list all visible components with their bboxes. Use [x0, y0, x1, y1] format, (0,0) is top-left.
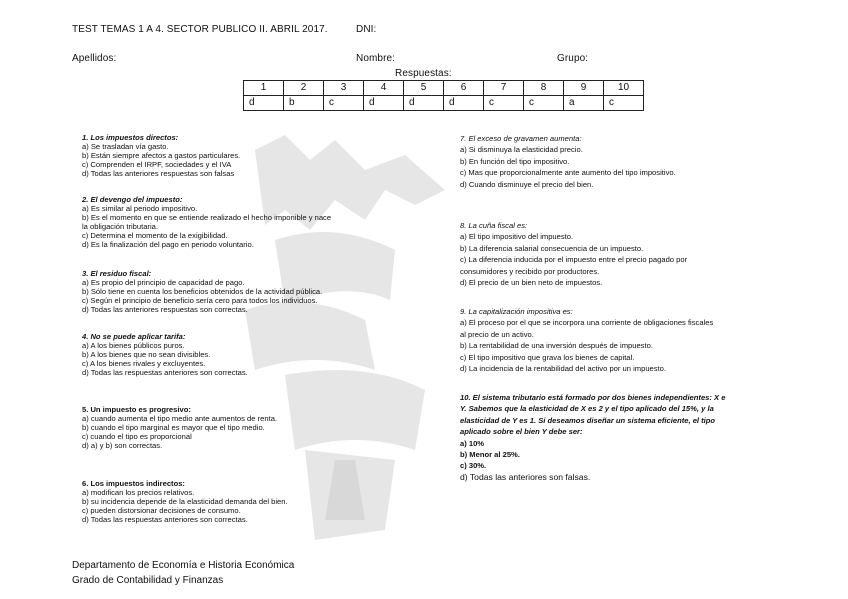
option: c) pueden distorsionar decisiones de consumo.: [82, 506, 241, 515]
dni-label: DNI:: [356, 24, 377, 35]
option: d) Todas las anteriores respuestas son falsas: [82, 169, 235, 178]
option: a) El proceso por el que se incorpora una corriente de obligaciones fiscales: [460, 318, 714, 328]
option: c) A los bienes rivales y excluyentes.: [82, 359, 206, 368]
answer-number: 5: [404, 81, 444, 96]
respuestas-label: Respuestas:: [395, 68, 452, 79]
question-10: [460, 392, 725, 483]
option: b) su incidencia depende de la elasticidad demanda del bien.: [82, 497, 288, 506]
option: a) 10%: [460, 438, 485, 448]
option: d) a) y b) son correctas.: [82, 441, 163, 450]
option: c) Mas que proporcionalmente ante aumento del tipo impositivo.: [460, 168, 676, 178]
question-title: 3. El residuo fiscal:: [82, 269, 152, 278]
question-9: [460, 306, 713, 374]
option: a) Se trasladan vía gasto.: [82, 142, 169, 151]
apellidos-label: Apellidos:: [72, 53, 117, 64]
option: a) Es similar al periodo impositivo.: [82, 204, 198, 213]
question-title: 6. Los impuestos indirectos:: [82, 479, 185, 488]
question-7: [460, 133, 676, 190]
option: b) En función del tipo impositivo.: [460, 156, 570, 166]
question-6: [82, 479, 288, 524]
option: c) Según el principio de beneficio sería cero para todos los individuos.: [82, 296, 318, 305]
answer-value: d: [404, 96, 444, 111]
option: consumidores y recibido por productores.: [460, 266, 600, 276]
question-title: 4. No se puede aplicar tarifa:: [82, 332, 186, 341]
nombre-label: Nombre:: [356, 53, 396, 64]
question-1: [82, 133, 240, 178]
question-8: [460, 220, 687, 288]
answers-number-row: [244, 81, 644, 96]
option: b) La rentabilidad de una inversión después de impuesto.: [460, 341, 653, 351]
answers-table: [243, 80, 644, 111]
question-2: [82, 195, 331, 249]
option: b) Están siempre afectos a gastos particulares.: [82, 151, 241, 160]
footer: [72, 558, 294, 588]
answer-value: d: [244, 96, 284, 111]
option: c) Comprenden el IRPF, sociedades y el IVA: [82, 160, 232, 169]
answer-value: c: [604, 96, 644, 111]
question-title: 2. El devengo del impuesto:: [82, 195, 183, 204]
option: c) Determina el momento de la exigibilidad.: [82, 231, 228, 240]
option: b) Es el momento en que se entiende realizado el hecho imponible y nace: [82, 213, 332, 222]
option: al precio de un activo.: [460, 329, 534, 339]
question-5: [82, 405, 277, 450]
footer-department: Departamento de Economía e Historia Económica: [72, 560, 295, 571]
question-title: 8. La cuña fiscal es:: [460, 221, 528, 230]
answer-number: 7: [484, 81, 524, 96]
question-title: 7. El exceso de gravamen aumenta:: [460, 134, 582, 143]
option: d) Todas las anteriores respuestas son correctas.: [82, 305, 248, 314]
option: d) Cuando disminuye el precio del bien.: [460, 179, 594, 189]
answer-value: c: [324, 96, 364, 111]
grupo-label: Grupo:: [557, 53, 589, 64]
answer-number: 3: [324, 81, 364, 96]
answer-number: 2: [284, 81, 324, 96]
test-title: TEST TEMAS 1 A 4. SECTOR PUBLICO II. ABRIL 2017.: [72, 24, 328, 35]
answer-number: 1: [244, 81, 284, 96]
option: a) A los bienes públicos puros.: [82, 341, 185, 350]
option: b) A los bienes que no sean divisibles.: [82, 350, 211, 359]
option: b) Menor al 25%.: [460, 450, 520, 460]
answer-value: c: [484, 96, 524, 111]
option: d) La incidencia de la rentabilidad del activo por un impuesto.: [460, 364, 667, 374]
answer-value: d: [364, 96, 404, 111]
answer-number: 8: [524, 81, 564, 96]
question-3: [82, 269, 322, 314]
option: c) El tipo impositivo que grava los bienes de capital.: [460, 352, 635, 362]
option: d) Todas las respuestas anteriores son correctas.: [82, 368, 248, 377]
question-title: 1. Los impuestos directos:: [82, 133, 179, 142]
answer-number: 6: [444, 81, 484, 96]
answer-value: c: [524, 96, 564, 111]
option: a) cuando aumenta el tipo medio ante aumentos de renta.: [82, 414, 278, 423]
option: c) 30%.: [460, 461, 487, 471]
option: b) La diferencia salarial consecuencia de un impuesto.: [460, 243, 644, 253]
option: d) Todas las respuestas anteriores son correctas.: [82, 515, 248, 524]
question-title-line: 10. El sistema tributario está formado por dos bienes independientes: X e: [460, 393, 726, 402]
option: a) modifican los precios relativos.: [82, 488, 195, 497]
option: b) Sólo tiene en cuenta los beneficios obtenidos de la actividad pública.: [82, 287, 323, 296]
answer-value: d: [444, 96, 484, 111]
answer-number: 9: [564, 81, 604, 96]
answer-number: 10: [604, 81, 644, 96]
option: b) cuando el tipo marginal es mayor que el tipo medio.: [82, 423, 265, 432]
answer-value: b: [284, 96, 324, 111]
option: c) La diferencia inducida por el impuesto entre el precio pagado por: [460, 255, 688, 265]
question-title-line: aplicado sobre el bien Y debe ser:: [460, 427, 583, 437]
option: d) Es la finalización del pago en periodo voluntario.: [82, 240, 254, 249]
option: d) El precio de un bien neto de impuestos.: [460, 278, 603, 288]
option: c) cuando el tipo es proporcional: [82, 432, 192, 441]
question-title: 9. La capitalización impositiva es:: [460, 307, 573, 316]
option: a) El tipo impositivo del impuesto.: [460, 232, 574, 242]
answers-value-row: [244, 96, 644, 111]
option: la obligación tributaria.: [82, 222, 158, 231]
option: d) Todas las anteriores son falsas.: [460, 471, 591, 482]
answer-value: a: [564, 96, 604, 111]
question-title-line: elasticidad de Y es 1. Si deseamos diseñar un sistema eficiente, el tipo: [460, 415, 716, 425]
footer-degree: Grado de Contabilidad y Finanzas: [72, 575, 224, 586]
option: a) Si disminuya la elasticidad precio.: [460, 145, 583, 155]
question-4: [82, 332, 248, 377]
option: a) Es propio del principio de capacidad de pago.: [82, 278, 245, 287]
question-title-line: Y. Sabemos que la elasticidad de X es 2 y el tipo aplicado del 15%, y la: [460, 404, 714, 414]
answer-number: 4: [364, 81, 404, 96]
question-title: 5. Un impuesto es progresivo:: [82, 405, 191, 414]
